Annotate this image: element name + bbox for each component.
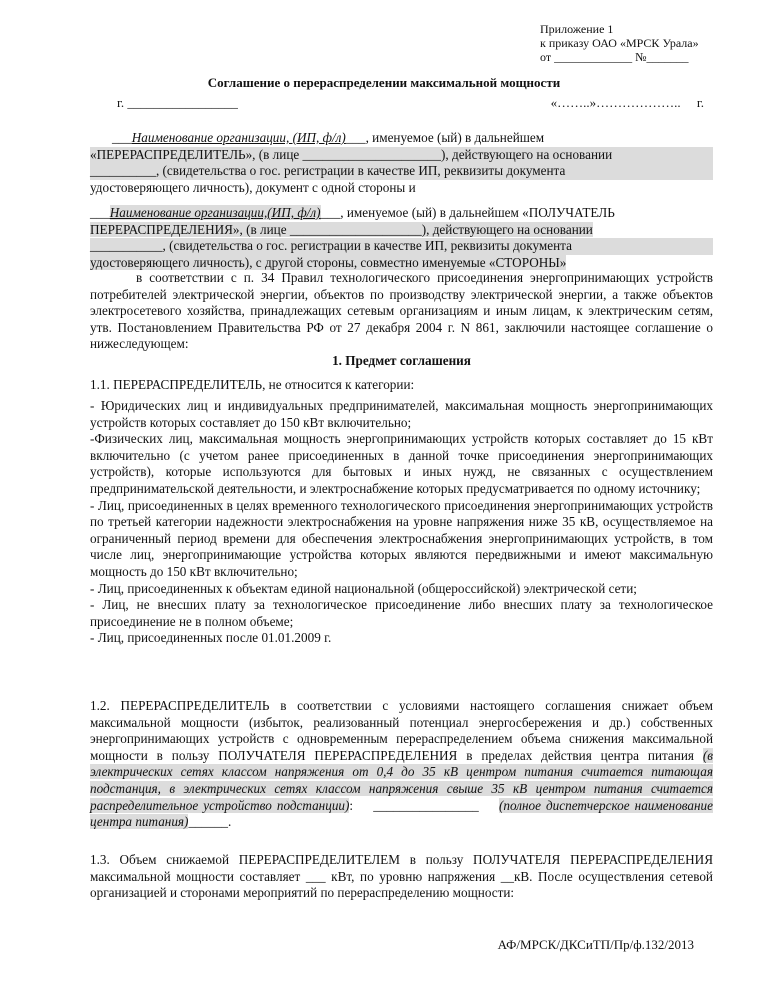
party1-name: Наименование организации, (ИП, ф/л): [131, 130, 346, 145]
clause-1-1: 1.1. ПЕРЕРАСПРЕДЕЛИТЕЛЬ, не относится к категории:: [90, 377, 415, 392]
party1-line: удостоверяющего личность), документ с одной стороны и: [90, 179, 416, 195]
list-item: - Лиц, не внесших плату за технологическое присоединение либо внесших плату за технологическое присоединение не в полном объеме;: [90, 597, 713, 629]
clause-1-3: [90, 852, 713, 902]
blank: ___: [112, 130, 132, 145]
party2-block: [90, 205, 713, 271]
list-item: -Физических лиц, максимальная мощность энергопринимающих устройств которых составляет до 15 кВт включительно (с учетом ранее присоединенных в данной точке присоединения энергопринимающих устройств), которые используются для бытовых и иных нужд, не связанных с осуществлением предпринимательской деятельности, и электроснабжение которых предусматривается по одному источнику;: [90, 431, 713, 496]
party2-line: удостоверяющего личность): [90, 254, 250, 270]
category-list: [90, 398, 713, 647]
party2-suffix: ___, именуемое (ый) в дальнейшем «ПОЛУЧАТЕЛЬ: [320, 205, 615, 220]
preamble-text: в соответствии с п. 34 Правил технологического присоединения энергопринимающих устройств потребителей электрической энергии, объектов по производству электрической энергии, а также объектов электросетевого хозяйства, принадлежащих сетевым организациям и иным лицам, к электрическим сетям, утв. Постановлением Правительства РФ от 27 декабря 2004 г. N 861, заключили настоящее соглашение о нижеследующем:: [90, 270, 713, 352]
appendix-line: к приказу ОАО «МРСК Урала»: [540, 36, 699, 50]
party1-line: «ПЕРЕРАСПРЕДЕЛИТЕЛЬ», (в лице _____________________), действующего на основании: [90, 147, 713, 164]
clause-1-2-note: (в электрических сетях классом напряжения от 0,4 до 35 кВ центром питания считается питающая подстанция, в электрических сетях классом напряжения свыше 35 кВ центром питания считается распределительное устройство подстанции): [90, 747, 713, 813]
party2-line: , с другой стороны, совместно именуемые «СТОРОНЫ»: [249, 254, 567, 270]
party2-line: ___________, (свидетельства о гос. регистрации в качестве ИП, реквизиты документа: [90, 238, 713, 255]
party2-name: Наименование организации,(ИП, ф/л): [109, 205, 321, 220]
list-item: - Лиц, присоединенных после 01.01.2009 г.: [90, 630, 332, 646]
blank: ___: [90, 205, 110, 220]
colon: :: [349, 797, 354, 813]
party1-block: [90, 130, 713, 196]
party1-suffix: ___, именуемое (ый) в дальнейшем: [345, 130, 545, 145]
list-item: - Лиц, присоединенных к объектам единой национальной (общероссийской) электрической сети;: [90, 580, 637, 596]
appendix-line: Приложение 1: [540, 22, 614, 36]
party1-line: __________, (свидетельства о гос. регистрации в качестве ИП, реквизиты документа: [90, 163, 713, 180]
clause-1-2: [90, 698, 713, 831]
party2-line: ), действующего на основании: [421, 221, 593, 237]
section-heading: 1. Предмет соглашения: [332, 353, 471, 368]
list-item: - Юридических лиц и индивидуальных предпринимателей, максимальная мощность энергопринимающих устройств которых составляет до 150 кВт включительно;: [90, 398, 713, 430]
date-field: «……..»……………….. г.: [550, 95, 704, 110]
preamble: [90, 270, 713, 353]
city-field: г. _________________: [117, 95, 238, 110]
list-item: - Лиц, присоединенных в целях временного технологического присоединения энергопринимающих устройств по третьей категории надежности электроснабжения на уровне напряжения ниже 35 кВ, осуществляемое на ограниченный период времени для обеспечения электроснабжения энергопринимающих устройств, в том числе лиц, энергопринимающие устройства которых являются передвижными и имеют максимальную мощность до 150 кВт включительно;: [90, 497, 713, 579]
blank: ________________: [373, 797, 479, 813]
blank: ______.: [188, 814, 232, 830]
party2-line: ПЕРЕРАСПРЕДЕЛЕНИЯ», (в лице ____________________: [90, 221, 422, 237]
clause-1-2-note2: (полное диспетчерское наименование центра питания): [90, 797, 714, 830]
clause-1-2-text: 1.2. ПЕРЕРАСПРЕДЕЛИТЕЛЬ в соответствии с условиями настоящего соглашения снижает объем максимальной мощности (избыток, реализованный потенциал энергосбережения и др.) собственных энергопринимающих устройств с одновременным перераспределением объема снижения максимальной мощности в пользу ПОЛУЧАТЕЛЯ ПЕРЕРАСПРЕДЕЛЕНИЯ в пределах действия центра питания: [90, 698, 713, 763]
appendix-line: от _____________ №_______: [540, 50, 689, 64]
document-title: Соглашение о перераспределении максимальной мощности: [207, 75, 561, 90]
clause-1-3-text: 1.3. Объем снижаемой ПЕРЕРАСПРЕДЕЛИТЕЛЕМ в пользу ПОЛУЧАТЕЛЯ ПЕРЕРАСПРЕДЕЛЕНИЯ максимальной мощности составляет ___ кВт, по уровню напряжения __кВ. После осуществления сетевой организацией и сторонами мероприятий по перераспределению мощности:: [90, 852, 713, 901]
document-code: АФ/МРСК/ДКСиТП/Пр/ф.132/2013: [497, 937, 694, 952]
appendix-block: [540, 22, 699, 64]
